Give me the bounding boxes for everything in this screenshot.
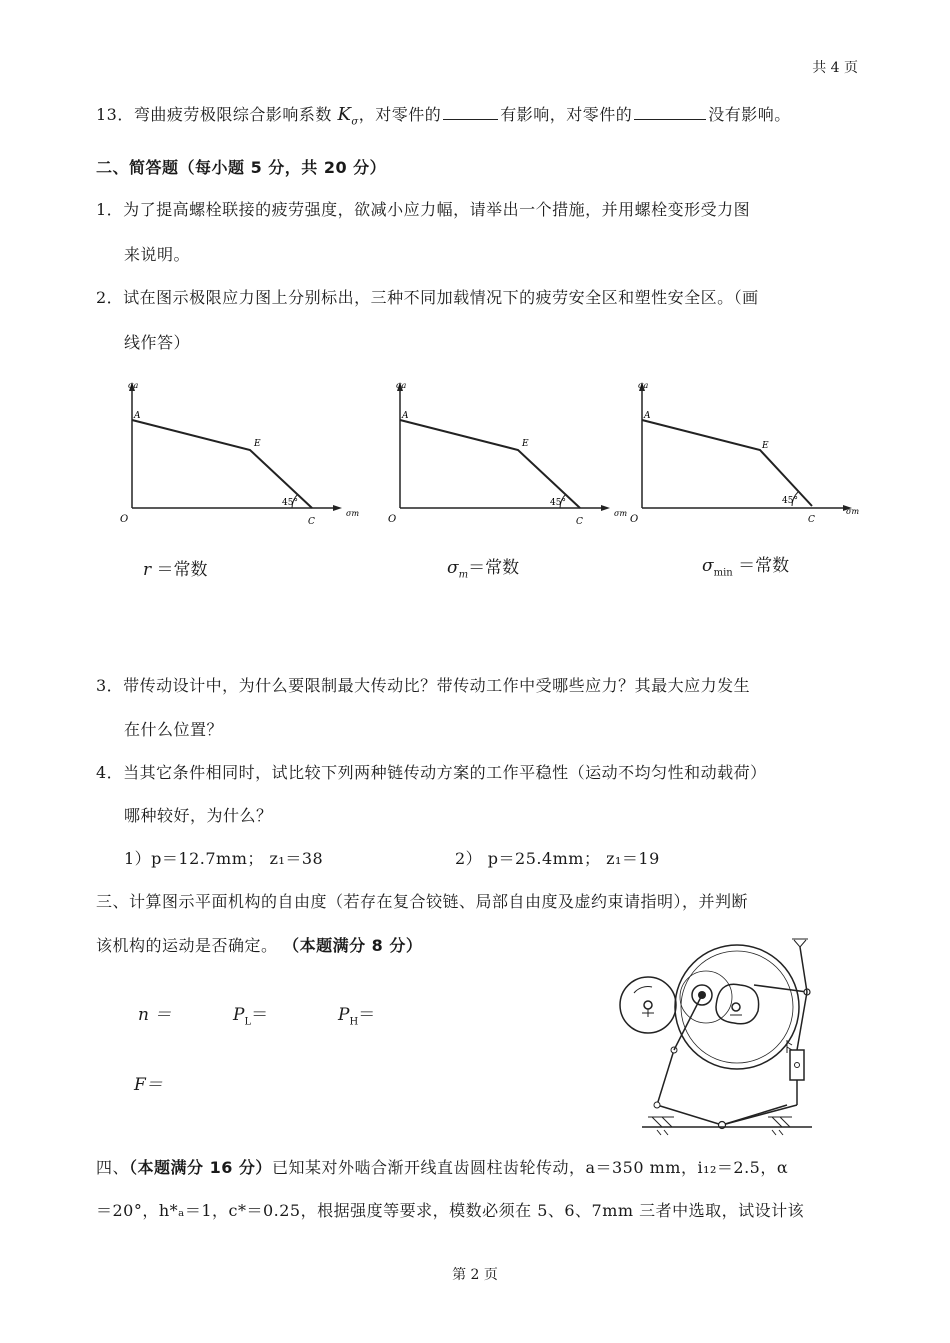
q2-4-option-2: 2） p＝25.4mm； z₁＝19 — [455, 849, 660, 868]
angle-label: 45° — [550, 498, 566, 508]
n-formula: n ＝ — [138, 1005, 172, 1025]
point-e-label: E — [254, 439, 261, 449]
section-4-line2: ＝20°，h*ₐ＝1，c*＝0.25，根据强度等要求，模数必须在 5、6、7mm 三者中选取，试设计该 — [96, 1201, 805, 1220]
x-axis-label: σm — [346, 509, 360, 518]
q2-2-line2: 线作答） — [124, 333, 191, 352]
origin-label: O — [630, 514, 639, 525]
point-c-label: C — [576, 517, 583, 527]
angle-label: 45° — [782, 496, 798, 506]
q2-3-line2: 在什么位置？ — [124, 720, 224, 739]
section-4-line1: 四、（本题满分 16 分）已知某对外啮合渐开线直齿圆柱齿轮传动，a＝350 mm，i₁₂＝2.5，α — [96, 1158, 789, 1177]
mechanism-diagram — [612, 935, 852, 1144]
q13-text-b: ，对零件的 — [358, 105, 442, 124]
k-sigma-symbol: $K_\sigma$ — [337, 104, 359, 128]
diagram-2-caption: $\sigma_m=$常数 — [447, 558, 520, 581]
q13-text-c: 有影响，对零件的 — [500, 105, 633, 124]
point-c-label: C — [808, 515, 815, 525]
x-axis-label: σm — [614, 509, 628, 518]
y-axis-label: σa — [396, 381, 407, 390]
point-a-label: A — [134, 411, 141, 421]
section-2-title: 二、简答题（每小题 5 分，共 20 分） — [96, 158, 387, 177]
x-axis-label: σm — [846, 507, 860, 516]
origin-label: O — [120, 514, 129, 525]
pl-formula: $P_L=$ — [233, 1005, 269, 1028]
point-e-label: E — [522, 439, 529, 449]
diagram-3-caption: $\sigma_{min}$ ＝常数 — [702, 556, 790, 579]
point-a-label: A — [644, 411, 651, 421]
q2-3-line1: 3．带传动设计中，为什么要限制最大传动比？带传动工作中受哪些应力？其最大应力发生 — [96, 676, 751, 695]
origin-label: O — [388, 514, 397, 525]
q2-1-line1: 1．为了提高螺栓联接的疲劳强度，欲减小应力幅，请举出一个措施，并用螺栓变形受力图 — [96, 200, 751, 219]
point-a-label: A — [402, 411, 409, 421]
q13-text-d: 没有影响。 — [708, 105, 791, 124]
diagram-1-caption: r ＝常数 — [143, 560, 208, 580]
point-e-label: E — [762, 441, 769, 451]
page-number: 第 2 页 — [452, 1267, 498, 1283]
q2-2-line1: 2．试在图示极限应力图上分别标出，三种不同加载情况下的疲劳安全区和塑性安全区。（画 — [96, 288, 759, 307]
q2-4-line1: 4．当其它条件相同时，试比较下列两种链传动方案的工作平稳性（运动不均匀性和动载荷） — [96, 763, 767, 782]
section-3-line2: 该机构的运动是否确定。 （本题满分 8 分） — [96, 936, 423, 955]
q2-4-option-1: 1）p＝12.7mm； z₁＝38 — [124, 849, 324, 868]
q13-text: 13．弯曲疲劳极限综合影响系数 — [96, 105, 332, 124]
limit-stress-diagram-1 — [112, 378, 372, 532]
f-formula: F＝ — [134, 1075, 163, 1095]
limit-stress-diagram-3 — [622, 378, 882, 532]
answer-blank-2[interactable] — [634, 105, 706, 120]
ph-formula: $P_H=$ — [338, 1005, 376, 1028]
point-c-label: C — [308, 517, 315, 527]
page-count: 共 4 页 — [812, 60, 858, 76]
limit-stress-diagram-2 — [380, 378, 640, 532]
answer-blank-1[interactable] — [443, 105, 498, 120]
y-axis-label: σa — [128, 381, 139, 390]
question-13 — [96, 102, 791, 128]
angle-label: 45° — [282, 498, 298, 508]
q2-1-line2: 来说明。 — [124, 245, 191, 264]
y-axis-label: σa — [638, 381, 649, 390]
section-3-line1: 三、计算图示平面机构的自由度（若存在复合铰链、局部自由度及虚约束请指明），并判断 — [96, 892, 749, 911]
q2-4-line2: 哪种较好，为什么？ — [124, 806, 273, 825]
